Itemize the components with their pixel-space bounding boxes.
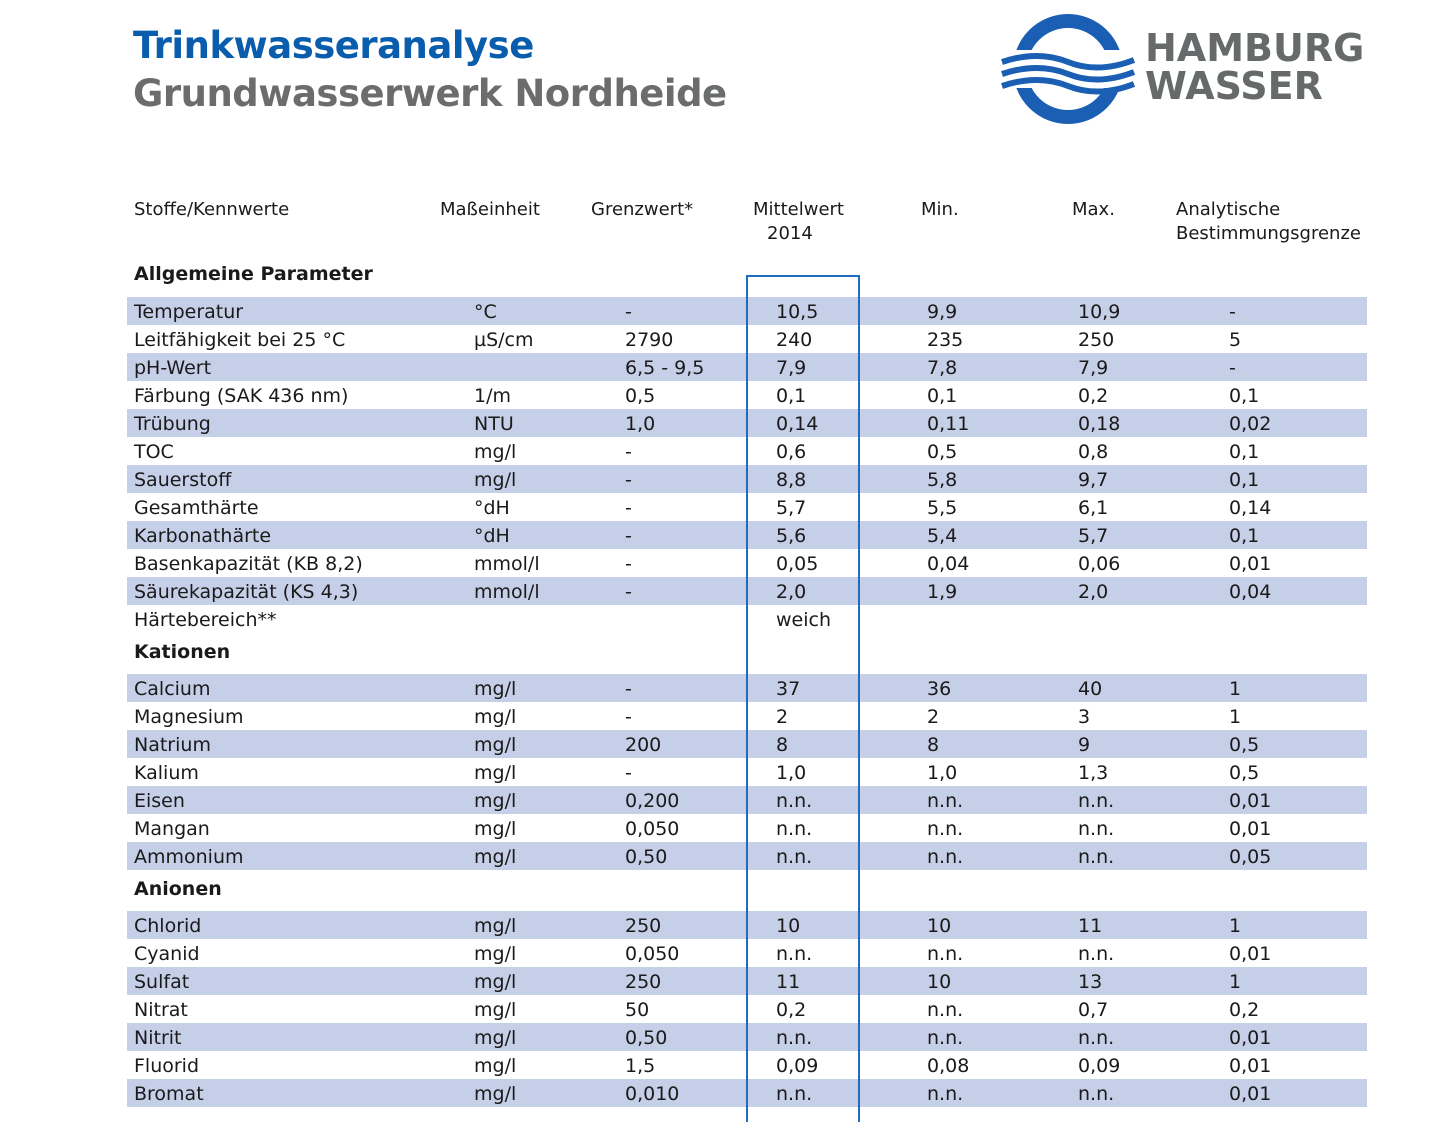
- cell-unit: mg/l: [474, 1083, 517, 1105]
- cell-min: 1,9: [927, 581, 958, 603]
- cell-min: n.n.: [927, 790, 964, 812]
- cell-unit: mmol/l: [474, 553, 540, 575]
- col-header-limit: Grenzwert*: [591, 199, 694, 220]
- table-row: [127, 674, 1367, 702]
- cell-mean: 1,0: [776, 762, 807, 784]
- cell-name: Trübung: [134, 413, 211, 435]
- cell-limit: -: [625, 706, 632, 728]
- cell-min: 8: [927, 734, 940, 756]
- cell-max: 6,1: [1078, 497, 1109, 519]
- table-row: [127, 465, 1367, 493]
- cell-det: 0,1: [1229, 469, 1260, 491]
- cell-mean: 2: [776, 706, 789, 728]
- cell-unit: °dH: [474, 525, 510, 547]
- cell-max: 9: [1078, 734, 1091, 756]
- section-heading: Allgemeine Parameter: [134, 263, 373, 285]
- cell-max: 250: [1078, 329, 1115, 351]
- cell-unit: mg/l: [474, 971, 517, 993]
- cell-limit: 250: [625, 971, 662, 993]
- cell-unit: mg/l: [474, 790, 517, 812]
- cell-max: 2,0: [1078, 581, 1109, 603]
- cell-unit: mg/l: [474, 915, 517, 937]
- cell-min: 36: [927, 678, 952, 700]
- cell-unit: mg/l: [474, 1027, 517, 1049]
- cell-name: Leitfähigkeit bei 25 °C: [134, 329, 346, 351]
- cell-mean: n.n.: [776, 943, 813, 965]
- cell-max: 0,09: [1078, 1055, 1121, 1077]
- cell-det: 0,01: [1229, 943, 1272, 965]
- cell-det: 1: [1229, 971, 1242, 993]
- table-row: [127, 842, 1367, 870]
- cell-limit: 0,050: [625, 943, 680, 965]
- cell-mean: 8: [776, 734, 789, 756]
- cell-unit: mg/l: [474, 818, 517, 840]
- cell-det: 0,1: [1229, 525, 1260, 547]
- cell-max: 9,7: [1078, 469, 1109, 491]
- cell-det: 0,05: [1229, 846, 1272, 868]
- cell-max: n.n.: [1078, 1027, 1115, 1049]
- cell-unit: °dH: [474, 497, 510, 519]
- col-header-max: Max.: [1072, 199, 1115, 220]
- cell-name: Nitrat: [134, 999, 188, 1021]
- cell-unit: mg/l: [474, 706, 517, 728]
- cell-min: 0,1: [927, 385, 958, 407]
- cell-mean: n.n.: [776, 790, 813, 812]
- col-header-min: Min.: [921, 199, 959, 220]
- cell-limit: -: [625, 678, 632, 700]
- cell-max: n.n.: [1078, 818, 1115, 840]
- cell-limit: 0,050: [625, 818, 680, 840]
- cell-name: TOC: [134, 441, 174, 463]
- cell-name: Sauerstoff: [134, 469, 232, 491]
- cell-max: n.n.: [1078, 790, 1115, 812]
- cell-mean: 2,0: [776, 581, 807, 603]
- cell-unit: mg/l: [474, 678, 517, 700]
- table-row: [127, 1023, 1367, 1051]
- cell-unit: mg/l: [474, 1055, 517, 1077]
- table-row: [127, 437, 1367, 465]
- cell-name: Gesamthärte: [134, 497, 259, 519]
- cell-name: Natrium: [134, 734, 211, 756]
- table-row: [127, 814, 1367, 842]
- cell-det: -: [1229, 301, 1236, 323]
- cell-unit: mg/l: [474, 943, 517, 965]
- table-row: [127, 730, 1367, 758]
- cell-min: 5,8: [927, 469, 958, 491]
- cell-mean: 10: [776, 915, 801, 937]
- cell-mean: 10,5: [776, 301, 819, 323]
- cell-max: 11: [1078, 915, 1103, 937]
- logo-text-wasser: WASSER: [1145, 64, 1323, 108]
- table-row: [127, 521, 1367, 549]
- cell-min: 2: [927, 706, 940, 728]
- cell-limit: 250: [625, 915, 662, 937]
- table-row: [127, 549, 1367, 577]
- cell-det: 0,1: [1229, 441, 1260, 463]
- cell-min: 0,08: [927, 1055, 970, 1077]
- cell-mean: 8,8: [776, 469, 807, 491]
- table-row: [127, 353, 1367, 381]
- cell-min: 10: [927, 915, 952, 937]
- cell-min: 235: [927, 329, 964, 351]
- cell-mean: 0,2: [776, 999, 807, 1021]
- cell-name: Mangan: [134, 818, 210, 840]
- cell-limit: 0,50: [625, 846, 668, 868]
- table-row: [127, 786, 1367, 814]
- table-row: [127, 381, 1367, 409]
- cell-limit: 2790: [625, 329, 674, 351]
- table-row: [127, 702, 1367, 730]
- cell-mean: 37: [776, 678, 801, 700]
- cell-det: 0,01: [1229, 553, 1272, 575]
- cell-det: 0,5: [1229, 762, 1260, 784]
- cell-mean: 11: [776, 971, 801, 993]
- cell-unit: 1/m: [474, 385, 511, 407]
- cell-max: 1,3: [1078, 762, 1109, 784]
- cell-unit: mmol/l: [474, 581, 540, 603]
- cell-min: 0,5: [927, 441, 958, 463]
- cell-max: 5,7: [1078, 525, 1109, 547]
- document-subtitle: Grundwasserwerk Nordheide: [133, 72, 727, 115]
- logo-text-hamburg: HAMBURG: [1145, 26, 1365, 70]
- table-row: [127, 1051, 1367, 1079]
- cell-name: Temperatur: [134, 301, 244, 323]
- cell-unit: mg/l: [474, 469, 517, 491]
- table-row: [127, 325, 1367, 353]
- cell-name: pH-Wert: [134, 357, 212, 379]
- cell-limit: -: [625, 762, 632, 784]
- cell-max: 0,8: [1078, 441, 1109, 463]
- table-row: [127, 605, 1367, 633]
- col-header-mean-year: 2014: [767, 223, 813, 244]
- cell-unit: mg/l: [474, 762, 517, 784]
- cell-name: Ammonium: [134, 846, 244, 868]
- cell-name: Bromat: [134, 1083, 204, 1105]
- cell-det: -: [1229, 357, 1236, 379]
- cell-det: 0,1: [1229, 385, 1260, 407]
- col-header-detection-line2: Bestimmungsgrenze: [1176, 223, 1361, 244]
- table-row: [127, 577, 1367, 605]
- cell-limit: 50: [625, 999, 650, 1021]
- cell-limit: 1,0: [625, 413, 656, 435]
- cell-mean: n.n.: [776, 818, 813, 840]
- cell-min: n.n.: [927, 999, 964, 1021]
- table-row: [127, 1079, 1367, 1107]
- cell-unit: mg/l: [474, 999, 517, 1021]
- cell-limit: -: [625, 441, 632, 463]
- cell-max: 7,9: [1078, 357, 1109, 379]
- cell-limit: -: [625, 525, 632, 547]
- cell-unit: °C: [474, 301, 497, 323]
- cell-unit: mg/l: [474, 441, 517, 463]
- cell-det: 1: [1229, 706, 1242, 728]
- col-header-detection-line1: Analytische: [1176, 199, 1281, 220]
- cell-limit: -: [625, 301, 632, 323]
- cell-unit: mg/l: [474, 734, 517, 756]
- cell-min: 0,11: [927, 413, 970, 435]
- cell-min: 1,0: [927, 762, 958, 784]
- cell-det: 0,04: [1229, 581, 1272, 603]
- cell-mean: n.n.: [776, 1083, 813, 1105]
- cell-name: Karbonathärte: [134, 525, 272, 547]
- cell-limit: -: [625, 469, 632, 491]
- cell-min: n.n.: [927, 846, 964, 868]
- cell-max: 0,2: [1078, 385, 1109, 407]
- cell-min: n.n.: [927, 818, 964, 840]
- hamburg-wasser-logo: [998, 12, 1378, 127]
- table-row: [127, 297, 1367, 325]
- cell-mean: n.n.: [776, 846, 813, 868]
- table-row: [127, 939, 1367, 967]
- col-header-name: Stoffe/Kennwerte: [134, 199, 290, 220]
- cell-mean: 0,1: [776, 385, 807, 407]
- cell-min: n.n.: [927, 1083, 964, 1105]
- cell-name: Nitrit: [134, 1027, 182, 1049]
- col-header-unit: Maßeinheit: [440, 199, 540, 220]
- cell-mean: 0,6: [776, 441, 807, 463]
- cell-min: 9,9: [927, 301, 958, 323]
- cell-limit: 0,50: [625, 1027, 668, 1049]
- cell-max: n.n.: [1078, 943, 1115, 965]
- cell-min: n.n.: [927, 1027, 964, 1049]
- cell-det: 0,01: [1229, 1055, 1272, 1077]
- cell-det: 0,01: [1229, 790, 1272, 812]
- cell-mean: 7,9: [776, 357, 807, 379]
- cell-det: 0,14: [1229, 497, 1272, 519]
- table-row: [127, 995, 1367, 1023]
- table-row: [127, 911, 1367, 939]
- cell-det: 0,02: [1229, 413, 1272, 435]
- cell-max: 0,06: [1078, 553, 1121, 575]
- cell-name: Härtebereich**: [134, 609, 277, 631]
- cell-unit: µS/cm: [474, 329, 534, 351]
- col-header-mean-label: Mittelwert: [753, 199, 844, 220]
- cell-mean: 0,09: [776, 1055, 819, 1077]
- cell-limit: 0,5: [625, 385, 656, 407]
- cell-name: Eisen: [134, 790, 185, 812]
- cell-unit: NTU: [474, 413, 514, 435]
- cell-limit: -: [625, 553, 632, 575]
- cell-mean: 0,14: [776, 413, 819, 435]
- cell-min: 5,4: [927, 525, 958, 547]
- cell-limit: -: [625, 497, 632, 519]
- cell-max: n.n.: [1078, 846, 1115, 868]
- cell-limit: 0,010: [625, 1083, 680, 1105]
- cell-det: 1: [1229, 915, 1242, 937]
- cell-unit: mg/l: [474, 846, 517, 868]
- section-heading: Kationen: [134, 641, 231, 663]
- table-row: [127, 409, 1367, 437]
- cell-name: Chlorid: [134, 915, 202, 937]
- cell-name: Magnesium: [134, 706, 244, 728]
- cell-det: 0,01: [1229, 818, 1272, 840]
- cell-limit: -: [625, 581, 632, 603]
- cell-min: n.n.: [927, 943, 964, 965]
- cell-max: 10,9: [1078, 301, 1121, 323]
- cell-min: 0,04: [927, 553, 970, 575]
- cell-det: 0,01: [1229, 1027, 1272, 1049]
- cell-max: n.n.: [1078, 1083, 1115, 1105]
- cell-limit: 200: [625, 734, 662, 756]
- cell-det: 0,2: [1229, 999, 1260, 1021]
- cell-limit: 1,5: [625, 1055, 656, 1077]
- cell-name: Kalium: [134, 762, 199, 784]
- cell-mean: weich: [776, 609, 831, 631]
- cell-min: 5,5: [927, 497, 958, 519]
- cell-max: 13: [1078, 971, 1103, 993]
- cell-name: Basenkapazität (KB 8,2): [134, 553, 363, 575]
- col-header-detection-limit: [1176, 198, 1361, 246]
- cell-mean: 240: [776, 329, 813, 351]
- water-circle-logo-icon: [998, 12, 1138, 127]
- cell-name: Fluorid: [134, 1055, 200, 1077]
- section-heading: Anionen: [134, 878, 222, 900]
- cell-limit: 6,5 - 9,5: [625, 357, 705, 379]
- cell-mean: 5,6: [776, 525, 807, 547]
- cell-max: 0,7: [1078, 999, 1109, 1021]
- cell-min: 7,8: [927, 357, 958, 379]
- cell-name: Säurekapazität (KS 4,3): [134, 581, 359, 603]
- cell-det: 5: [1229, 329, 1242, 351]
- cell-mean: n.n.: [776, 1027, 813, 1049]
- document-title: Trinkwasseranalyse: [133, 24, 534, 67]
- cell-max: 40: [1078, 678, 1103, 700]
- table-row: [127, 758, 1367, 786]
- cell-name: Cyanid: [134, 943, 200, 965]
- cell-max: 3: [1078, 706, 1091, 728]
- cell-name: Färbung (SAK 436 nm): [134, 385, 349, 407]
- cell-min: 10: [927, 971, 952, 993]
- table-row: [127, 493, 1367, 521]
- cell-limit: 0,200: [625, 790, 680, 812]
- cell-det: 0,01: [1229, 1083, 1272, 1105]
- cell-det: 1: [1229, 678, 1242, 700]
- cell-max: 0,18: [1078, 413, 1121, 435]
- cell-det: 0,5: [1229, 734, 1260, 756]
- col-header-mean: [753, 198, 844, 246]
- cell-name: Sulfat: [134, 971, 190, 993]
- table-row: [127, 967, 1367, 995]
- cell-mean: 0,05: [776, 553, 819, 575]
- cell-mean: 5,7: [776, 497, 807, 519]
- cell-name: Calcium: [134, 678, 211, 700]
